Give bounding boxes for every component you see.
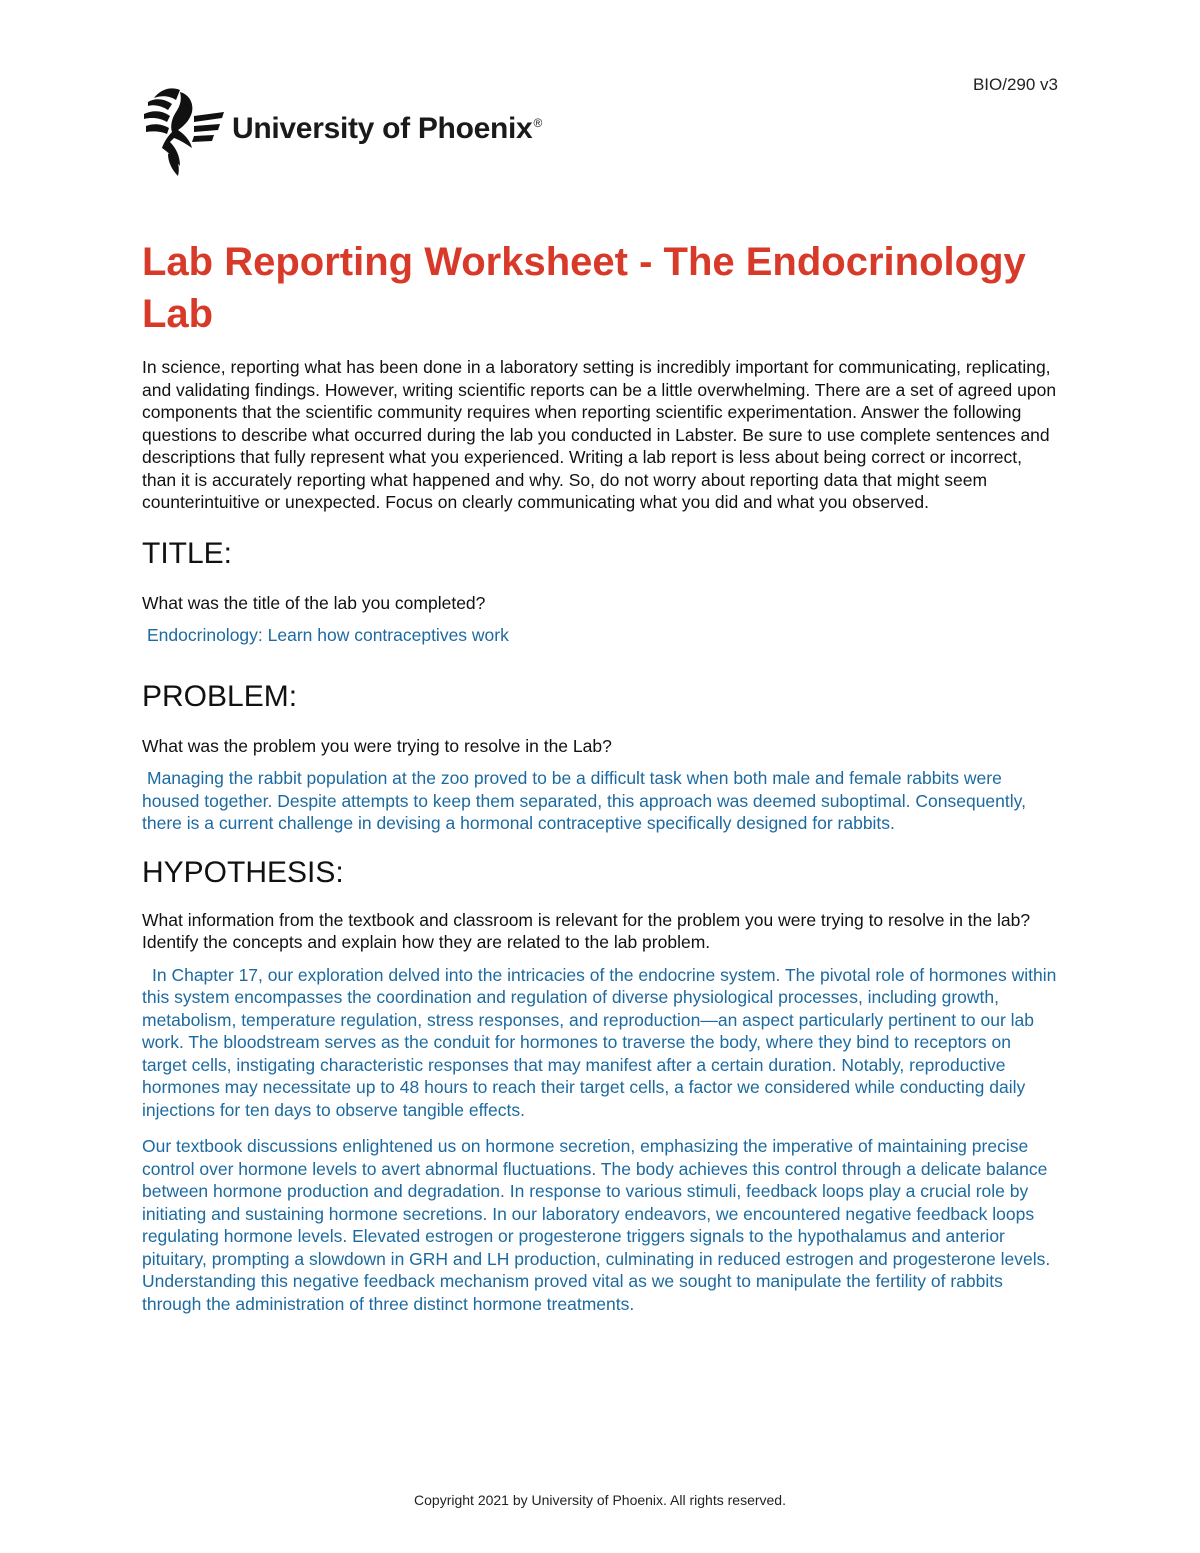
university-name-text: University of Phoenix	[232, 112, 533, 145]
problem-heading: PROBLEM:	[142, 679, 298, 713]
document-body	[142, 236, 1060, 1315]
course-code: BIO/290 v3	[972, 75, 1058, 94]
problem-answer: Managing the rabbit population at the zoo proved to be a difficult task when both male and female rabbits were housed together. Despite attempts to keep them separated, this approach was deemed suboptimal. Consequently, there is a current challenge in devising a hormonal contraceptive specifically designed for rabbits.	[142, 768, 1026, 833]
copyright-footer: Copyright 2021 by University of Phoenix. All rights reserved.	[414, 1492, 786, 1508]
intro-paragraph: In science, reporting what has been done in a laboratory setting is incredibly important for communicating, replicating, and validating findings. However, writing scientific reports can be a little overwhelming. There are a set of agreed upon components that the scientific community requires when reporting scientific experimentation. Answer the following questions to describe what occurred during the lab you conducted in Labster. Be sure to use complete sentences and descriptions that fully represent what you experienced. Writing a lab report is less about being correct or incorrect, than it is accurately reporting what happened and why. So, do not worry about reporting data that might seem counterintuitive or unexpected. Focus on clearly communicating what you did and what you observed.	[142, 357, 1057, 512]
university-name	[232, 112, 542, 146]
document-title: Lab Reporting Worksheet - The Endocrinology Lab	[142, 240, 1026, 336]
registered-mark: ®	[533, 116, 542, 130]
phoenix-bird-icon	[140, 82, 224, 176]
title-question: What was the title of the lab you completed?	[142, 592, 486, 613]
hypothesis-heading: HYPOTHESIS:	[142, 855, 344, 889]
hypothesis-question: What information from the textbook and classroom is relevant for the problem you were trying to resolve in the lab? Identify the concepts and explain how they are related to the lab problem.	[142, 909, 1031, 952]
title-answer: Endocrinology: Learn how contraceptives work	[147, 625, 509, 645]
title-heading: TITLE:	[142, 536, 233, 570]
university-logo	[140, 82, 542, 176]
hypothesis-answer-2: Our textbook discussions enlightened us on hormone secretion, emphasizing the imperative of maintaining precise control over hormone levels to avert abnormal fluctuations. The body achieves this control through a delicate balance between hormone production and degradation. In response to various stimuli, feedback loops play a crucial role by initiating and sustaining hormone secretions. In our laboratory endeavors, we encountered negative feedback loops regulating hormone levels. Elevated estrogen or progesterone triggers signals to the hypothalamus and anterior pituitary, prompting a slowdown in GRH and LH production, culminating in reduced estrogen and progesterone levels. Understanding this negative feedback mechanism proved vital as we sought to manipulate the fertility of rabbits through the administration of three distinct hormone treatments.	[142, 1136, 1051, 1314]
hypothesis-answer-1: In Chapter 17, our exploration delved into the intricacies of the endocrine system. The pivotal role of hormones within this system encompasses the coordination and regulation of diverse physiological processes, including growth, metabolism, temperature regulation, stress responses, and reproduction—an aspect particularly pertinent to our lab work. The bloodstream serves as the conduit for hormones to traverse the body, where they bind to receptors on target cells, instigating characteristic responses that may manifest after a certain duration. Notably, reproductive hormones may necessitate up to 48 hours to reach their target cells, a factor we considered while conducting daily injections for ten days to observe tangible effects.	[142, 964, 1057, 1120]
problem-question: What was the problem you were trying to resolve in the Lab?	[142, 735, 612, 756]
